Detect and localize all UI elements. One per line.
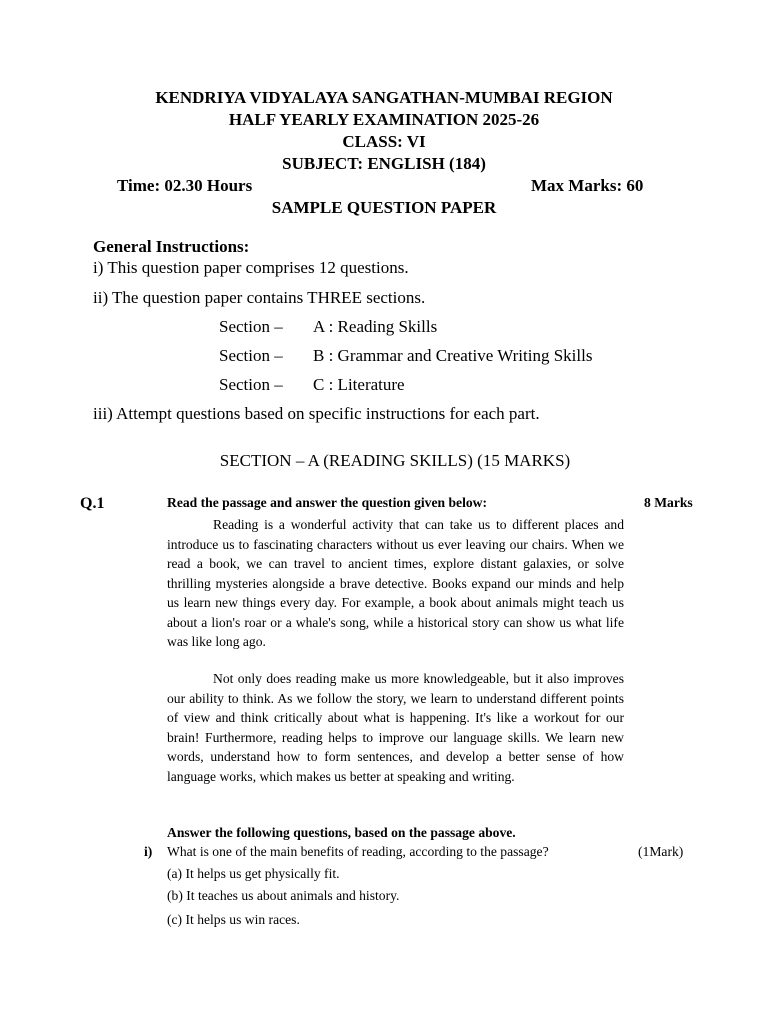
exam-title: HALF YEARLY EXAMINATION 2025-26 xyxy=(228,110,540,129)
subject-label: SUBJECT: ENGLISH (184) xyxy=(282,154,486,173)
option-c: (c) It helps us win races. xyxy=(167,912,300,927)
option-b: (b) It teaches us about animals and history. xyxy=(167,888,400,903)
answer-heading: Answer the following questions, based on the passage above. xyxy=(167,825,516,840)
passage-paragraph-2: Not only does reading make us more knowledgeable, but it also improves our ability to think. As we follow the story, we learn to understand different points of view and think critically about what is happening. It's like a workout for our brain! Furthermore, reading helps to improve our language skills. We learn new words, understand how to form sentences, and develop a better sense of how language works, which makes us better at speaking and writing. xyxy=(167,671,624,784)
class-label: CLASS: VI xyxy=(342,132,426,151)
section-c-name: C : Literature xyxy=(313,375,405,394)
passage-paragraph-1: Reading is a wonderful activity that can take us to different places and introduce us to fascinating characters without us ever leaving our chairs. When we read a book, we can travel to ancient times, explore distant galaxies, or solve thrilling mysteries alongside a brave detective. Books expand our minds and help us learn new things every day. For example, a book about animals might teach us about a lion's roar or a whale's song, while a historical story can show us what life was like long ago. xyxy=(167,517,624,649)
time-label: Time: 02.30 Hours xyxy=(117,176,253,195)
instruction-i: i) This question paper comprises 12 questions. xyxy=(93,258,409,277)
school-title: KENDRIYA VIDYALAYA SANGATHAN-MUMBAI REGION xyxy=(155,88,613,107)
question-number: Q.1 xyxy=(80,495,105,512)
sub-question-text: What is one of the main benefits of reading, according to the passage? xyxy=(167,844,549,859)
option-a: (a) It helps us get physically fit. xyxy=(167,866,340,881)
section-label: Section – xyxy=(219,346,283,365)
sub-question-number: i) xyxy=(144,844,153,859)
instruction-iii: iii) Attempt questions based on specific instructions for each part. xyxy=(93,404,540,423)
question-instruction: Read the passage and answer the question given below: xyxy=(167,495,487,510)
section-b-name: B : Grammar and Creative Writing Skills xyxy=(313,346,593,365)
section-label: Section – xyxy=(219,317,283,336)
sub-question-marks: (1Mark) xyxy=(638,844,684,859)
section-a-name: A : Reading Skills xyxy=(313,317,438,336)
section-label: Section – xyxy=(219,375,283,394)
paper-type: SAMPLE QUESTION PAPER xyxy=(271,198,497,217)
max-marks-label: Max Marks: 60 xyxy=(531,176,644,195)
question-marks: 8 Marks xyxy=(644,495,693,510)
instruction-ii: ii) The question paper contains THREE sections. xyxy=(93,288,426,307)
section-a-title: SECTION – A (READING SKILLS) (15 MARKS) xyxy=(219,451,571,470)
instructions-title: General Instructions: xyxy=(93,237,250,256)
